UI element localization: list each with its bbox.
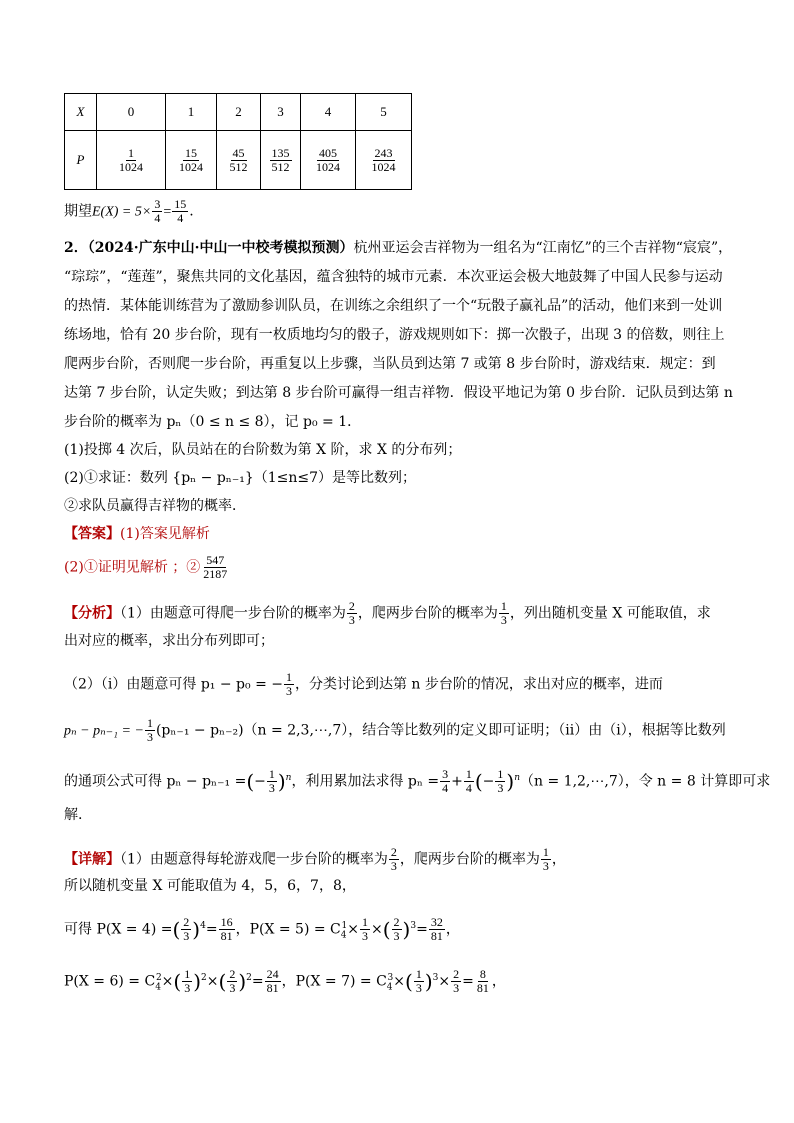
analysis-line-4: pₙ − pₙ₋₁ = − $\frac{1}{3}$ (pₙ₋₁ − pₙ₋₂)（n = 2,3,⋯,7），结合等比数列的定义即可证明；（ii）由（i），根据等比数列 [64, 716, 726, 744]
table-cell: $\frac{1}{1024}$ [97, 131, 166, 190]
answer-line-2: (2)①证明见解析 ；② $\frac{547}{2187}$ [64, 553, 228, 581]
table-cell: $\frac{405}{1024}$ [301, 131, 356, 190]
answer-tag: 【答案】 [64, 526, 120, 542]
analysis-line-5: 的通项公式可得 pₙ − pₙ₋₁ =(− $\frac{1}{3}$ )$^n$，利用累加法求得 pₙ = $\frac{3}{4}$ + $\frac{1}{4}$ (− $\frac{1}{3}$ )$^n$（n = 1,2,⋯,7），令 n = 8 计算即可求 [64, 767, 771, 796]
analysis-line-1: 【分析】（1）由题意可得爬一步台阶的概率为 $\frac{2}{3}$ ，爬两步台阶的概率为 $\frac{1}{3}$ ，列出随机变量 X 可能取值，求 [64, 599, 711, 627]
question-2b: ②求队员赢得吉祥物的概率． [64, 498, 246, 514]
analysis-line-2: 出对应的概率，求出分布列即可； [64, 633, 274, 649]
table-cell: 3 [261, 94, 301, 131]
problem-line-3: 的热情．某体能训练营为了激励参训队员，在训练之余组织了一个“玩骰子赢礼品”的活动，他们来到一处训 [64, 298, 723, 314]
table-cell: 1 [166, 94, 217, 131]
detail-line-2: 所以随机变量 X 可能取值为 4，5，6，7，8， [64, 878, 356, 894]
question-1: (1)投掷 4 次后，队员站在的台阶数为第 X 阶，求 X 的分布列； [64, 442, 462, 458]
problem-line-2: “琮琮”，“莲莲”，聚焦共同的文化基因，蕴含独特的城市元素．本次亚运会极大地鼓舞了中国人民参与运动 [64, 269, 723, 285]
table-cell: $\frac{135}{512}$ [261, 131, 301, 190]
answer-line-1: 【答案】(1)答案见解析 [64, 526, 210, 542]
table-cell: $\frac{243}{1024}$ [356, 131, 412, 190]
problem-line-5: 爬两步台阶，否则爬一步台阶，再重复以上步骤，当队员到达第 7 或第 8 步台阶时，游戏结束．规定：到 [64, 356, 716, 372]
problem-number: 2． [64, 240, 88, 256]
table-cell: $\frac{15}{1024}$ [166, 131, 217, 190]
table-cell: 4 [301, 94, 356, 131]
analysis-line-6: 解. [64, 807, 83, 823]
problem-line-6: 达第 7 步台阶，认定失败；到达第 8 步台阶可赢得一组吉祥物．假设平地记为第 0 步台阶．记队员到达第 n [64, 385, 733, 401]
distribution-table [64, 93, 412, 190]
detail-line-3: 可得 P(X = 4) =( $\frac{2}{3}$ )$^4$= $\frac{16}{81}$ ，$P(X = 5) = C_4^1\times$ $\frac{1}{3}$ ×( $\frac{2}{3}$ )$^3$= $\frac{32}{81}$ ， [64, 915, 460, 944]
analysis-line-3: （2）（i）由题意可得 p₁ − p₀ = − $\frac{1}{3}$ ，分类讨论到达第 n 步台阶的情况，求出对应的概率，进而 [64, 670, 663, 698]
detail-line-1: 【详解】（1）由题意得每轮游戏爬一步台阶的概率为 $\frac{2}{3}$ ，爬两步台阶的概率为 $\frac{1}{3}$ ， [64, 845, 566, 873]
problem-line-4: 练场地，恰有 20 步台阶，现有一枚质地均匀的骰子，游戏规则如下：掷一次骰子，出现 3 的倍数，则往上 [64, 327, 725, 343]
problem-source: （2024·广东中山·中山一中校考模拟预测） [87, 240, 354, 256]
table-cell: $\frac{45}{512}$ [217, 131, 261, 190]
detail-line-4: $P(X = 6) = C_4^2\times$( $\frac{1}{3}$ )$^2$×( $\frac{2}{3}$ )$^2$= $\frac{24}{81}$ ，$P(X = 7) = C_4^3\times$( $\frac{1}{3}$ )$^3$× $\frac{2}{3}$ = $\frac{8}{81}$ ， [64, 967, 506, 996]
table-cell: 2 [217, 94, 261, 131]
expectation-line: 期望E(X) = 5× $\frac{3}{4}$ = $\frac{15}{4}$ . [64, 197, 194, 225]
analysis-tag: 【分析】 [64, 605, 120, 622]
problem-line-7: 步台阶的概率为 pₙ（0 ≤ n ≤ 8），记 p₀ = 1． [64, 414, 362, 430]
detail-tag: 【详解】 [64, 851, 120, 868]
table-header-p: P [65, 131, 97, 190]
table-header-x: X [65, 94, 97, 131]
question-2a: (2)①求证：数列 {pₙ − pₙ₋₁}（1≤n≤7）是等比数列； [64, 470, 417, 486]
table-cell: 0 [97, 94, 166, 131]
table-row-x [65, 94, 412, 131]
table-row-p [65, 131, 412, 190]
problem-line-1: 2．（2024·广东中山·中山一中校考模拟预测）杭州亚运会吉祥物为一组名为“江南忆”的三个吉祥物“宸宸”， [64, 240, 733, 256]
table-cell: 5 [356, 94, 412, 131]
